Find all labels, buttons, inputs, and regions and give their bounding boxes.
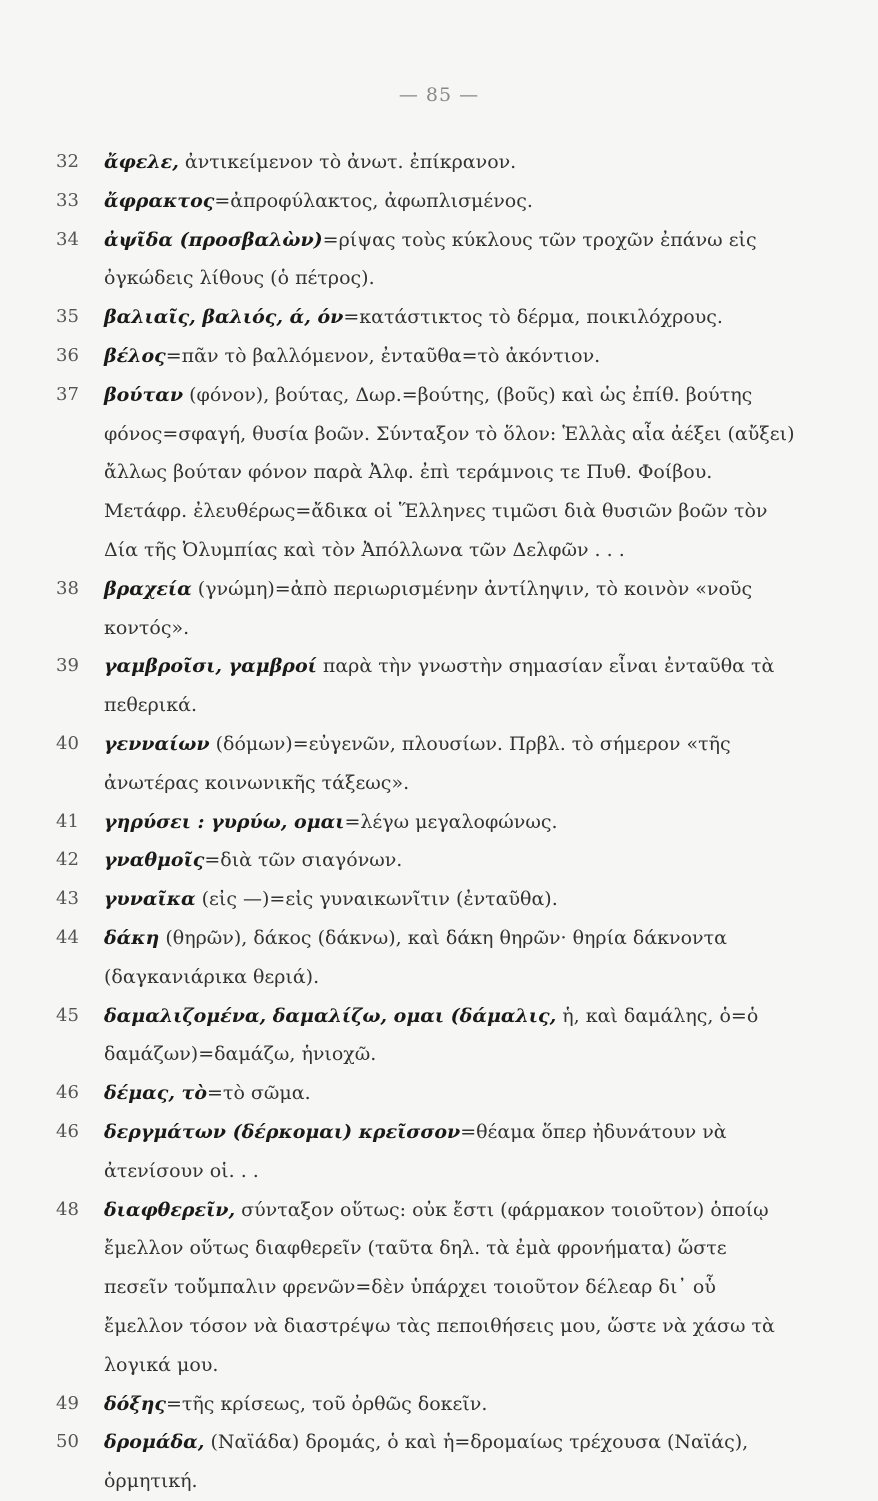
- entry-definition: σύνταξον οὕτως: οὐκ ἔστι (φάρμακον τοιοῦτον) ὁποίῳ ἔμελλον οὕτως διαφθερεῖν (ταῦτα δηλ. τὰ ἐμὰ φρονήματα) ὥστε πεσεῖν τοὔμπαλιν φρενῶν=δὲν ὑπάρχει τοιοῦτον δέλεαρ δι᾽ οὗ ἔμελλον τόσον νὰ διαστρέψω τὰς πεποιθήσεις μου, ὥστε νὰ χάσω τὰ λογικά μου.: [104, 1198, 775, 1376]
- entry-definition: =διὰ τῶν σιαγόνων.: [204, 849, 403, 872]
- entry-definition: =πᾶν τὸ βαλλόμενον, ἐνταῦθα=τὸ ἀκόντιον.: [165, 344, 601, 367]
- entry-number: 42: [56, 849, 79, 871]
- entry-definition: =κατάστικτος τὸ δέρμα, ποικιλόχρους.: [343, 306, 723, 329]
- entry-number: 37: [56, 383, 79, 405]
- entry-definition: ἡ, καὶ δαμάλης, ὁ=ὁ δαμάζων)=δαμάζω, ἡνιοχῶ.: [104, 1004, 759, 1066]
- entry-definition: =λέγω μεγαλοφώνως.: [344, 810, 558, 833]
- entry-number: 48: [56, 1198, 79, 1220]
- entry-definition: ἀντικείμενον τὸ ἀνωτ. ἐπίκρανον.: [178, 151, 517, 173]
- entry-headword: γενναίων: [104, 732, 210, 755]
- glossary-entry: [56, 221, 796, 299]
- entry-definition: παρὰ τὴν γνωστὴν σημασίαν εἶναι ἐνταῦθα τὰ πεθερικά.: [104, 655, 775, 717]
- entry-definition: =ἀπροφύλακτος, ἀφωπλισμένος.: [214, 189, 533, 212]
- glossary-entry: [56, 298, 796, 337]
- entry-headword: ἀψῖδα (προσβαλὼν): [104, 228, 323, 251]
- entry-headword: βούταν: [104, 383, 184, 406]
- glossary-entry: [56, 337, 796, 376]
- glossary-entry: [56, 1113, 796, 1191]
- entry-number: 34: [56, 228, 79, 250]
- entry-number: 33: [56, 189, 79, 211]
- entry-headword: δεργμάτων (δέρκομαι) κρεῖσσον: [104, 1120, 461, 1143]
- entry-number: 35: [56, 306, 79, 328]
- entry-definition: (φόνον), βούτας, Δωρ.=βούτης, (βοῦς) καὶ ὡς ἐπίθ. βούτης φόνος=σφαγή, θυσία βοῶν. Σύνταξον τὸ ὅλον: Ἑλλὰς αἶα ἀέξει (αὔξει) ἄλλως βούταν φόνον παρὰ Ἀλφ. ἐπὶ τεράμνοις τε Πυθ. Φοίβου. Μετάφρ. ἐλευθέρως=ἄδικα οἱ Ἕλληνες τιμῶσι διὰ θυσιῶν βοῶν τὸν Δία τῆς Ὀλυμπίας καὶ τὸν Ἀπόλλωνα τῶν Δελφῶν . . .: [104, 383, 795, 561]
- entry-number: 38: [56, 577, 79, 599]
- glossary-entry: [56, 570, 796, 648]
- page-number: — 85 —: [398, 84, 480, 106]
- entry-definition: (Ναϊάδα) δρομάς, ὁ καὶ ἡ=δρομαίως τρέχουσα (Ναϊάς), ὁρμητική.: [104, 1431, 749, 1493]
- entry-definition: =τὸ σῶμα.: [207, 1082, 311, 1105]
- entry-headword: βραχεία: [104, 577, 192, 600]
- entry-definition: (θηρῶν), δάκος (δάκνω), καὶ δάκη θηρῶν· θηρία δάκνοντα (δαγκανιάρικα θεριά).: [104, 926, 727, 988]
- entry-definition: (γνώμη)=ἀπὸ περιωρισμένην ἀντίληψιν, τὸ κοινὸν «νοῦς κοντός».: [104, 577, 753, 639]
- glossary-entry: [56, 725, 796, 803]
- entry-definition: =ρίψας τοὺς κύκλους τῶν τροχῶν ἐπάνω εἰς ὀγκώδεις λίθους (ὁ πέτρος).: [104, 228, 757, 290]
- entry-number: 40: [56, 732, 79, 754]
- entry-definition: (δόμων)=εὐγενῶν, πλουσίων. Πρβλ. τὸ σήμερον «τῆς ἀνωτέρας κοινωνικῆς τάξεως».: [104, 732, 731, 794]
- glossary-entry: [56, 997, 796, 1075]
- entry-headword: ἄφρακτος: [104, 189, 215, 212]
- entry-number: 32: [56, 151, 79, 172]
- entry-headword: δέμας, τὸ: [104, 1082, 208, 1105]
- glossary-entry: [56, 1423, 796, 1501]
- entry-number: 36: [56, 344, 79, 366]
- entry-number: 39: [56, 655, 79, 677]
- glossary-entry: [56, 143, 796, 182]
- entry-number: 46: [56, 1082, 79, 1104]
- entry-headword: δόξης: [104, 1392, 166, 1415]
- glossary-entry: [56, 376, 796, 570]
- glossary-entry: [56, 182, 796, 221]
- entry-headword: δάκη: [104, 926, 160, 949]
- entry-headword: διαφθερεῖν,: [104, 1198, 236, 1221]
- glossary-entry: [56, 647, 796, 725]
- entry-headword: γαμβροῖσι, γαμβροί: [104, 655, 317, 678]
- glossary-entry: [56, 1385, 796, 1424]
- glossary-entry: [56, 880, 796, 919]
- entry-number: 50: [56, 1431, 79, 1453]
- entry-number: 41: [56, 810, 79, 832]
- glossary-list: [56, 143, 796, 1501]
- entry-headword: γυναῖκα: [104, 888, 196, 911]
- entry-headword: δαμαλιζομένα, δαμαλίζω, ομαι (δάμαλις,: [104, 1004, 557, 1027]
- entry-definition: =τῆς κρίσεως, τοῦ ὀρθῶς δοκεῖν.: [165, 1392, 488, 1415]
- entry-headword: δρομάδα,: [104, 1431, 205, 1454]
- glossary-entry: [56, 1074, 796, 1113]
- entry-headword: γηρύσει : γυρύω, ομαι: [104, 810, 345, 833]
- entry-definition: =θέαμα ὅπερ ἠδυνάτουν νὰ ἀτενίσουν οἱ. . .: [104, 1120, 727, 1182]
- glossary-entry: [56, 1191, 796, 1385]
- entry-headword: γναθμοῖς: [104, 849, 205, 872]
- entry-number: 45: [56, 1004, 79, 1026]
- entry-number: 43: [56, 888, 79, 910]
- entry-number: 49: [56, 1392, 79, 1414]
- entry-number: 46: [56, 1120, 79, 1142]
- entry-number: 44: [56, 926, 79, 948]
- entry-headword: ἄφελε,: [104, 151, 179, 173]
- glossary-entry: [56, 803, 796, 842]
- glossary-entry: [56, 919, 796, 997]
- glossary-entry: [56, 841, 796, 880]
- entry-headword: βαλιαῖς, βαλιός, ά, όν: [104, 306, 344, 329]
- entry-headword: βέλος: [104, 344, 166, 367]
- entry-definition: (εἰς —)=εἰς γυναικωνῖτιν (ἐνταῦθα).: [195, 888, 558, 911]
